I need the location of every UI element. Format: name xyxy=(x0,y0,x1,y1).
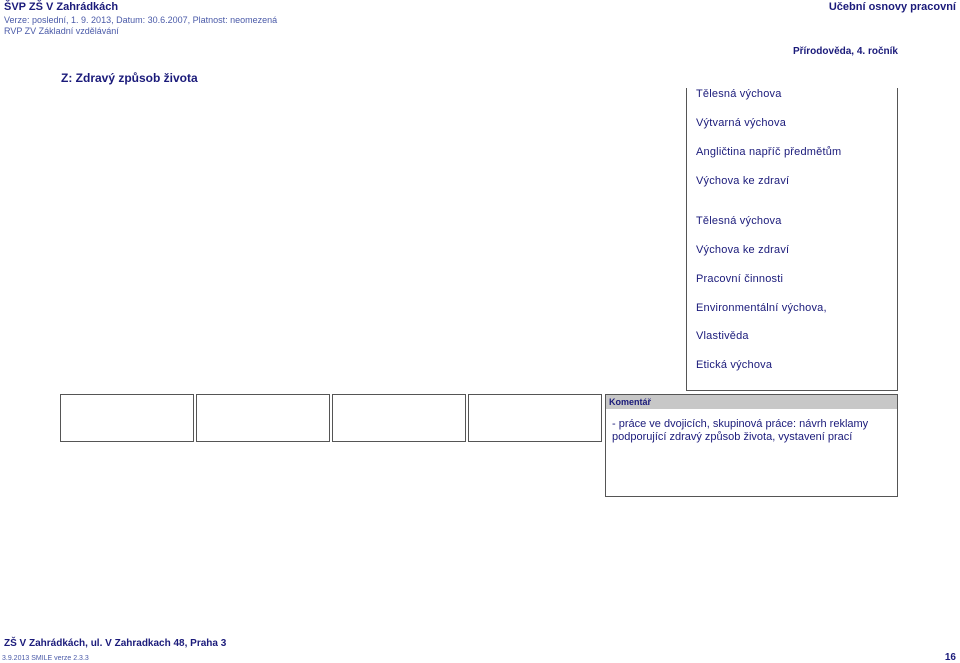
comment-box xyxy=(605,394,898,497)
footer-school: ZŠ V Zahrádkách, ul. V Zahradkach 48, Praha 3 xyxy=(4,638,227,649)
topic-item: Výchova ke zdraví xyxy=(696,244,790,256)
version-line: Verze: poslední, 1. 9. 2013, Datum: 30.6.2007, Platnost: neomezená xyxy=(4,15,278,25)
empty-cell xyxy=(332,394,466,442)
topic-item: Vlastivěda xyxy=(696,330,749,342)
topic-item: Pracovní činnosti xyxy=(696,273,784,285)
comment-text: - práce ve dvojicích, skupinová práce: návrh reklamy podporující zdravý způsob života, vystavení prací xyxy=(612,418,869,443)
section-header-right: Učební osnovy pracovní xyxy=(828,1,956,13)
subject-label: Přírodověda, 4. ročník xyxy=(792,46,898,57)
empty-cell xyxy=(196,394,330,442)
empty-cell xyxy=(468,394,602,442)
topic-item: Etická výchova xyxy=(696,359,773,371)
topic-item: Výtvarná výchova xyxy=(696,117,787,129)
topic-item: Výchova ke zdraví xyxy=(696,175,790,187)
footer-version: 3.9.2013 SMILE verze 2.3.3 xyxy=(2,655,89,662)
topic-item: Tělesná výchova xyxy=(696,88,782,100)
topic-item: Tělesná výchova xyxy=(696,215,782,227)
topic-item: Environmentální výchova, xyxy=(696,302,827,314)
page-number: 16 xyxy=(944,652,956,663)
topics-box xyxy=(686,88,898,391)
comment-label: Komentář xyxy=(606,395,897,409)
section-title: Z: Zdravý způsob života xyxy=(61,71,198,85)
empty-cell xyxy=(60,394,194,442)
document-title: ŠVP ZŠ V Zahrádkách xyxy=(4,1,119,13)
topic-item: Angličtina napříč předmětům xyxy=(696,146,842,158)
rvp-line: RVP ZV Základní vzdělávání xyxy=(4,26,119,36)
